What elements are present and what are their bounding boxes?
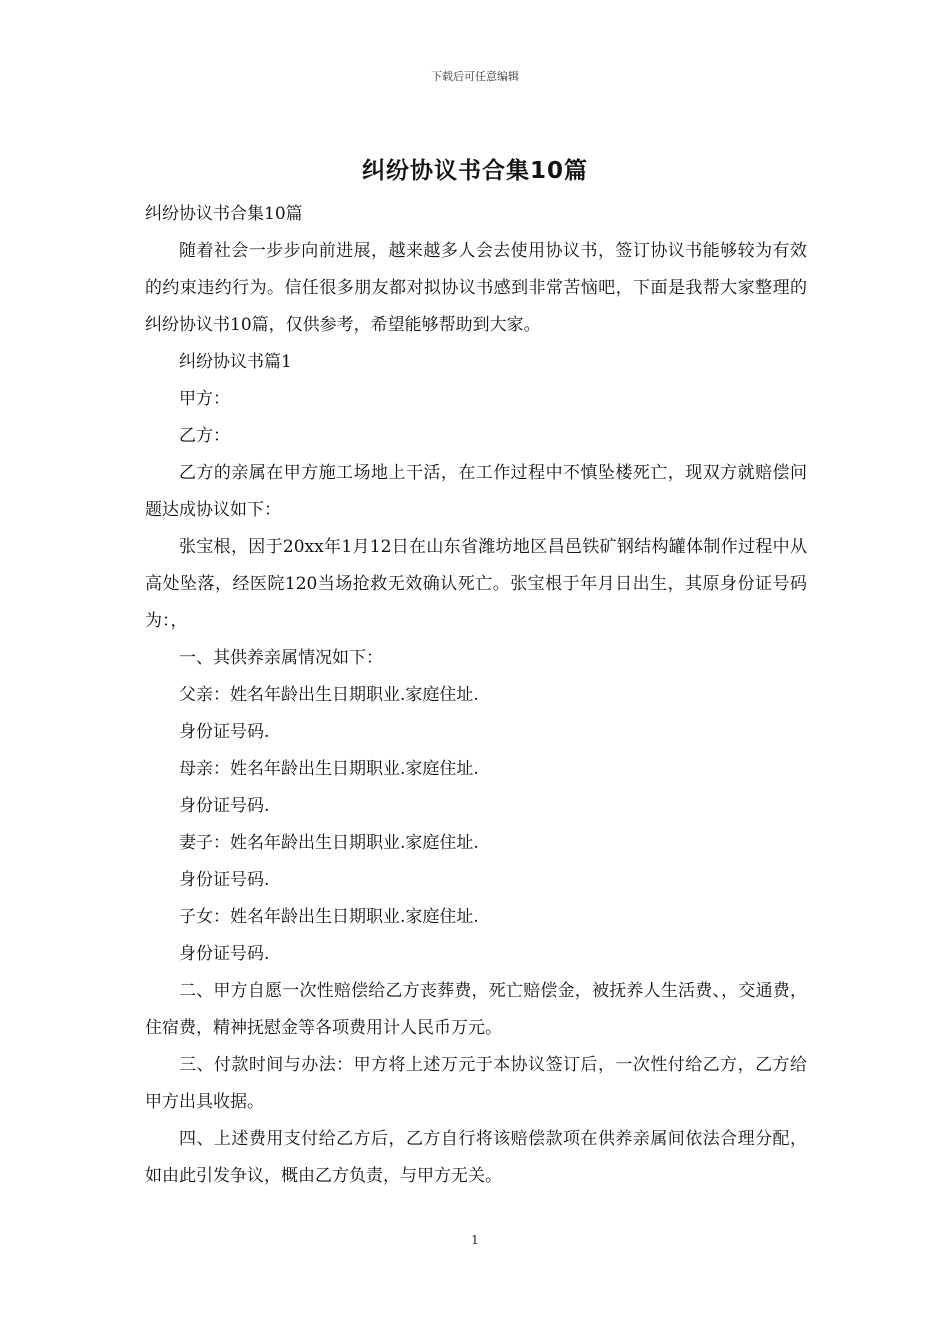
incident-paragraph: 张宝根，因于20xx年1月12日在山东省潍坊地区昌邑铁矿钢结构罐体制作过程中从高处坠落，经医院120当场抢救无效确认死亡。张宝根于年月日出生，其原身份证号码为：， — [145, 537, 807, 631]
father-info: 父亲：姓名年龄出生日期职业.家庭住址. — [179, 685, 479, 705]
item-1-heading: 一、其供养亲属情况如下： — [179, 648, 383, 668]
wife-id: 身份证号码. — [179, 870, 270, 890]
mother-id: 身份证号码. — [179, 796, 270, 816]
children-info: 子女：姓名年龄出生日期职业.家庭住址. — [179, 907, 479, 927]
intro-paragraph: 随着社会一步步向前进展，越来越多人会去使用协议书，签订协议书能够较为有效的约束违约行为。信任很多朋友都对拟协议书感到非常苦恼吧，下面是我帮大家整理的纠纷协议书10篇，仅供参考，希望能够帮助到大家。 — [145, 241, 807, 335]
party-b-label: 乙方： — [179, 426, 230, 446]
mother-info: 母亲：姓名年龄出生日期职业.家庭住址. — [179, 759, 479, 779]
document-title: 纠纷协议书合集10篇 — [361, 158, 588, 184]
item-3-paragraph: 三、付款时间与办法：甲方将上述万元于本协议签订后，一次性付给乙方，乙方给甲方出具收据。 — [145, 1055, 807, 1112]
father-id: 身份证号码. — [179, 722, 270, 742]
children-id: 身份证号码. — [179, 944, 270, 964]
page-number: 1 — [471, 1233, 479, 1247]
party-a-label: 甲方： — [179, 389, 230, 409]
document-subtitle: 纠纷协议书合集10篇 — [145, 204, 303, 224]
background-paragraph: 乙方的亲属在甲方施工场地上干活，在工作过程中不慎坠楼死亡，现双方就赔偿问题达成协议如下： — [145, 463, 807, 520]
document-body — [145, 196, 807, 1195]
item-2-paragraph: 二、甲方自愿一次性赔偿给乙方丧葬费，死亡赔偿金，被抚养人生活费、，交通费，住宿费，精神抚慰金等各项费用计人民币万元。 — [145, 981, 807, 1038]
wife-info: 妻子：姓名年龄出生日期职业.家庭住址. — [179, 833, 479, 853]
section-heading: 纠纷协议书篇1 — [179, 352, 292, 372]
item-4-paragraph: 四、上述费用支付给乙方后，乙方自行将该赔偿款项在供养亲属间依法合理分配，如由此引发争议，概由乙方负责，与甲方无关。 — [145, 1129, 807, 1186]
page-header-note: 下载后可任意编辑 — [431, 70, 519, 83]
